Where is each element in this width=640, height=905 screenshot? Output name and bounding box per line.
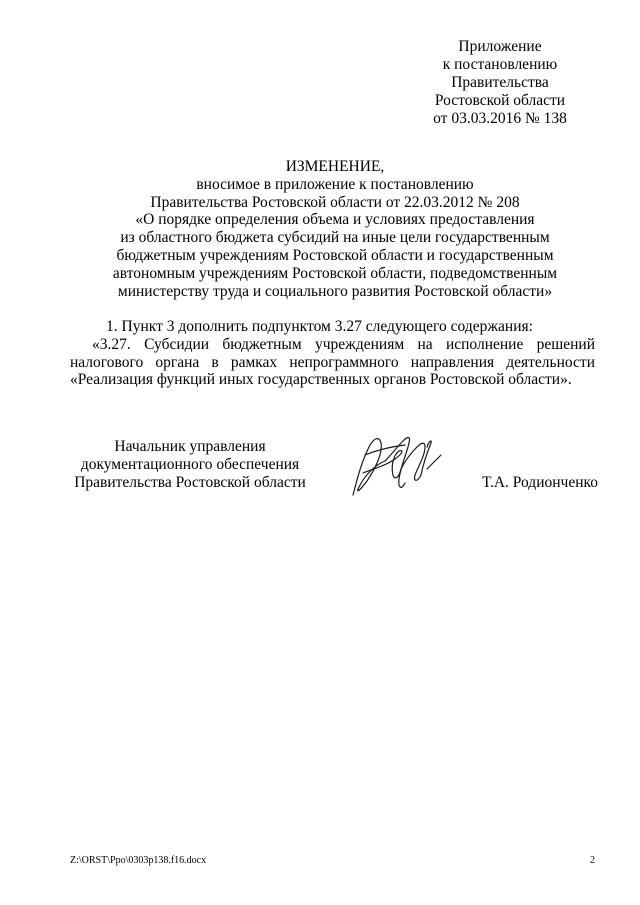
appendix-line: Приложение <box>458 38 542 55</box>
title-line: «О порядке определения объема и условиях предоставления <box>135 211 535 229</box>
appendix-line: от 03.03.2016 № 138 <box>433 110 567 127</box>
signatory-position-line: Правительства Ростовской области <box>74 473 306 491</box>
signature-stroke <box>363 451 402 478</box>
title-heading: ИЗМЕНЕНИЕ, <box>285 158 385 175</box>
title-line: из областного бюджета субсидий на иные цели государственным <box>120 229 550 247</box>
title-line: бюджетным учреждениям Ростовской области и государственным <box>116 246 554 264</box>
title-line: министерству труда и социального развития Ростовской области» <box>117 282 553 300</box>
appendix-line: к постановлению <box>442 56 558 73</box>
signatory-name: Т.А. Родионченко <box>482 474 598 491</box>
body-paragraph-2: «3.27. Субсидии бюджетным учреждениям на исполнение решений налогового органа в рамках непрограммного направления деятельности «Реализация функций иных государственных органов Ростовской области». <box>70 335 595 389</box>
body-paragraph-1: 1. Пункт 3 дополнить подпунктом 3.27 следующего содержания: <box>106 318 533 335</box>
signature-stroke <box>427 455 441 469</box>
footer-file-path: Z:\ORST\Ppo\0303p138.f16.docx <box>70 855 207 866</box>
signature-stroke <box>365 445 405 455</box>
appendix-line: Ростовской области <box>434 92 566 109</box>
title-line: Правительства Ростовской области от 22.03.2012 № 208 <box>150 193 520 211</box>
appendix-stamp <box>400 38 600 128</box>
title-line: автономным учреждениям Ростовской области, подведомственным <box>112 264 558 282</box>
document-title <box>70 158 600 300</box>
signatory-position-line: документационного обеспечения <box>80 455 300 473</box>
document-body <box>70 318 595 389</box>
page-number: 2 <box>590 855 595 866</box>
handwritten-signature <box>335 425 455 505</box>
title-line: вносимое в приложение к постановлению <box>196 175 474 193</box>
signatory-position-line: Начальник управления <box>114 438 266 455</box>
appendix-line: Правительства <box>451 74 549 91</box>
signatory-position <box>70 438 310 491</box>
